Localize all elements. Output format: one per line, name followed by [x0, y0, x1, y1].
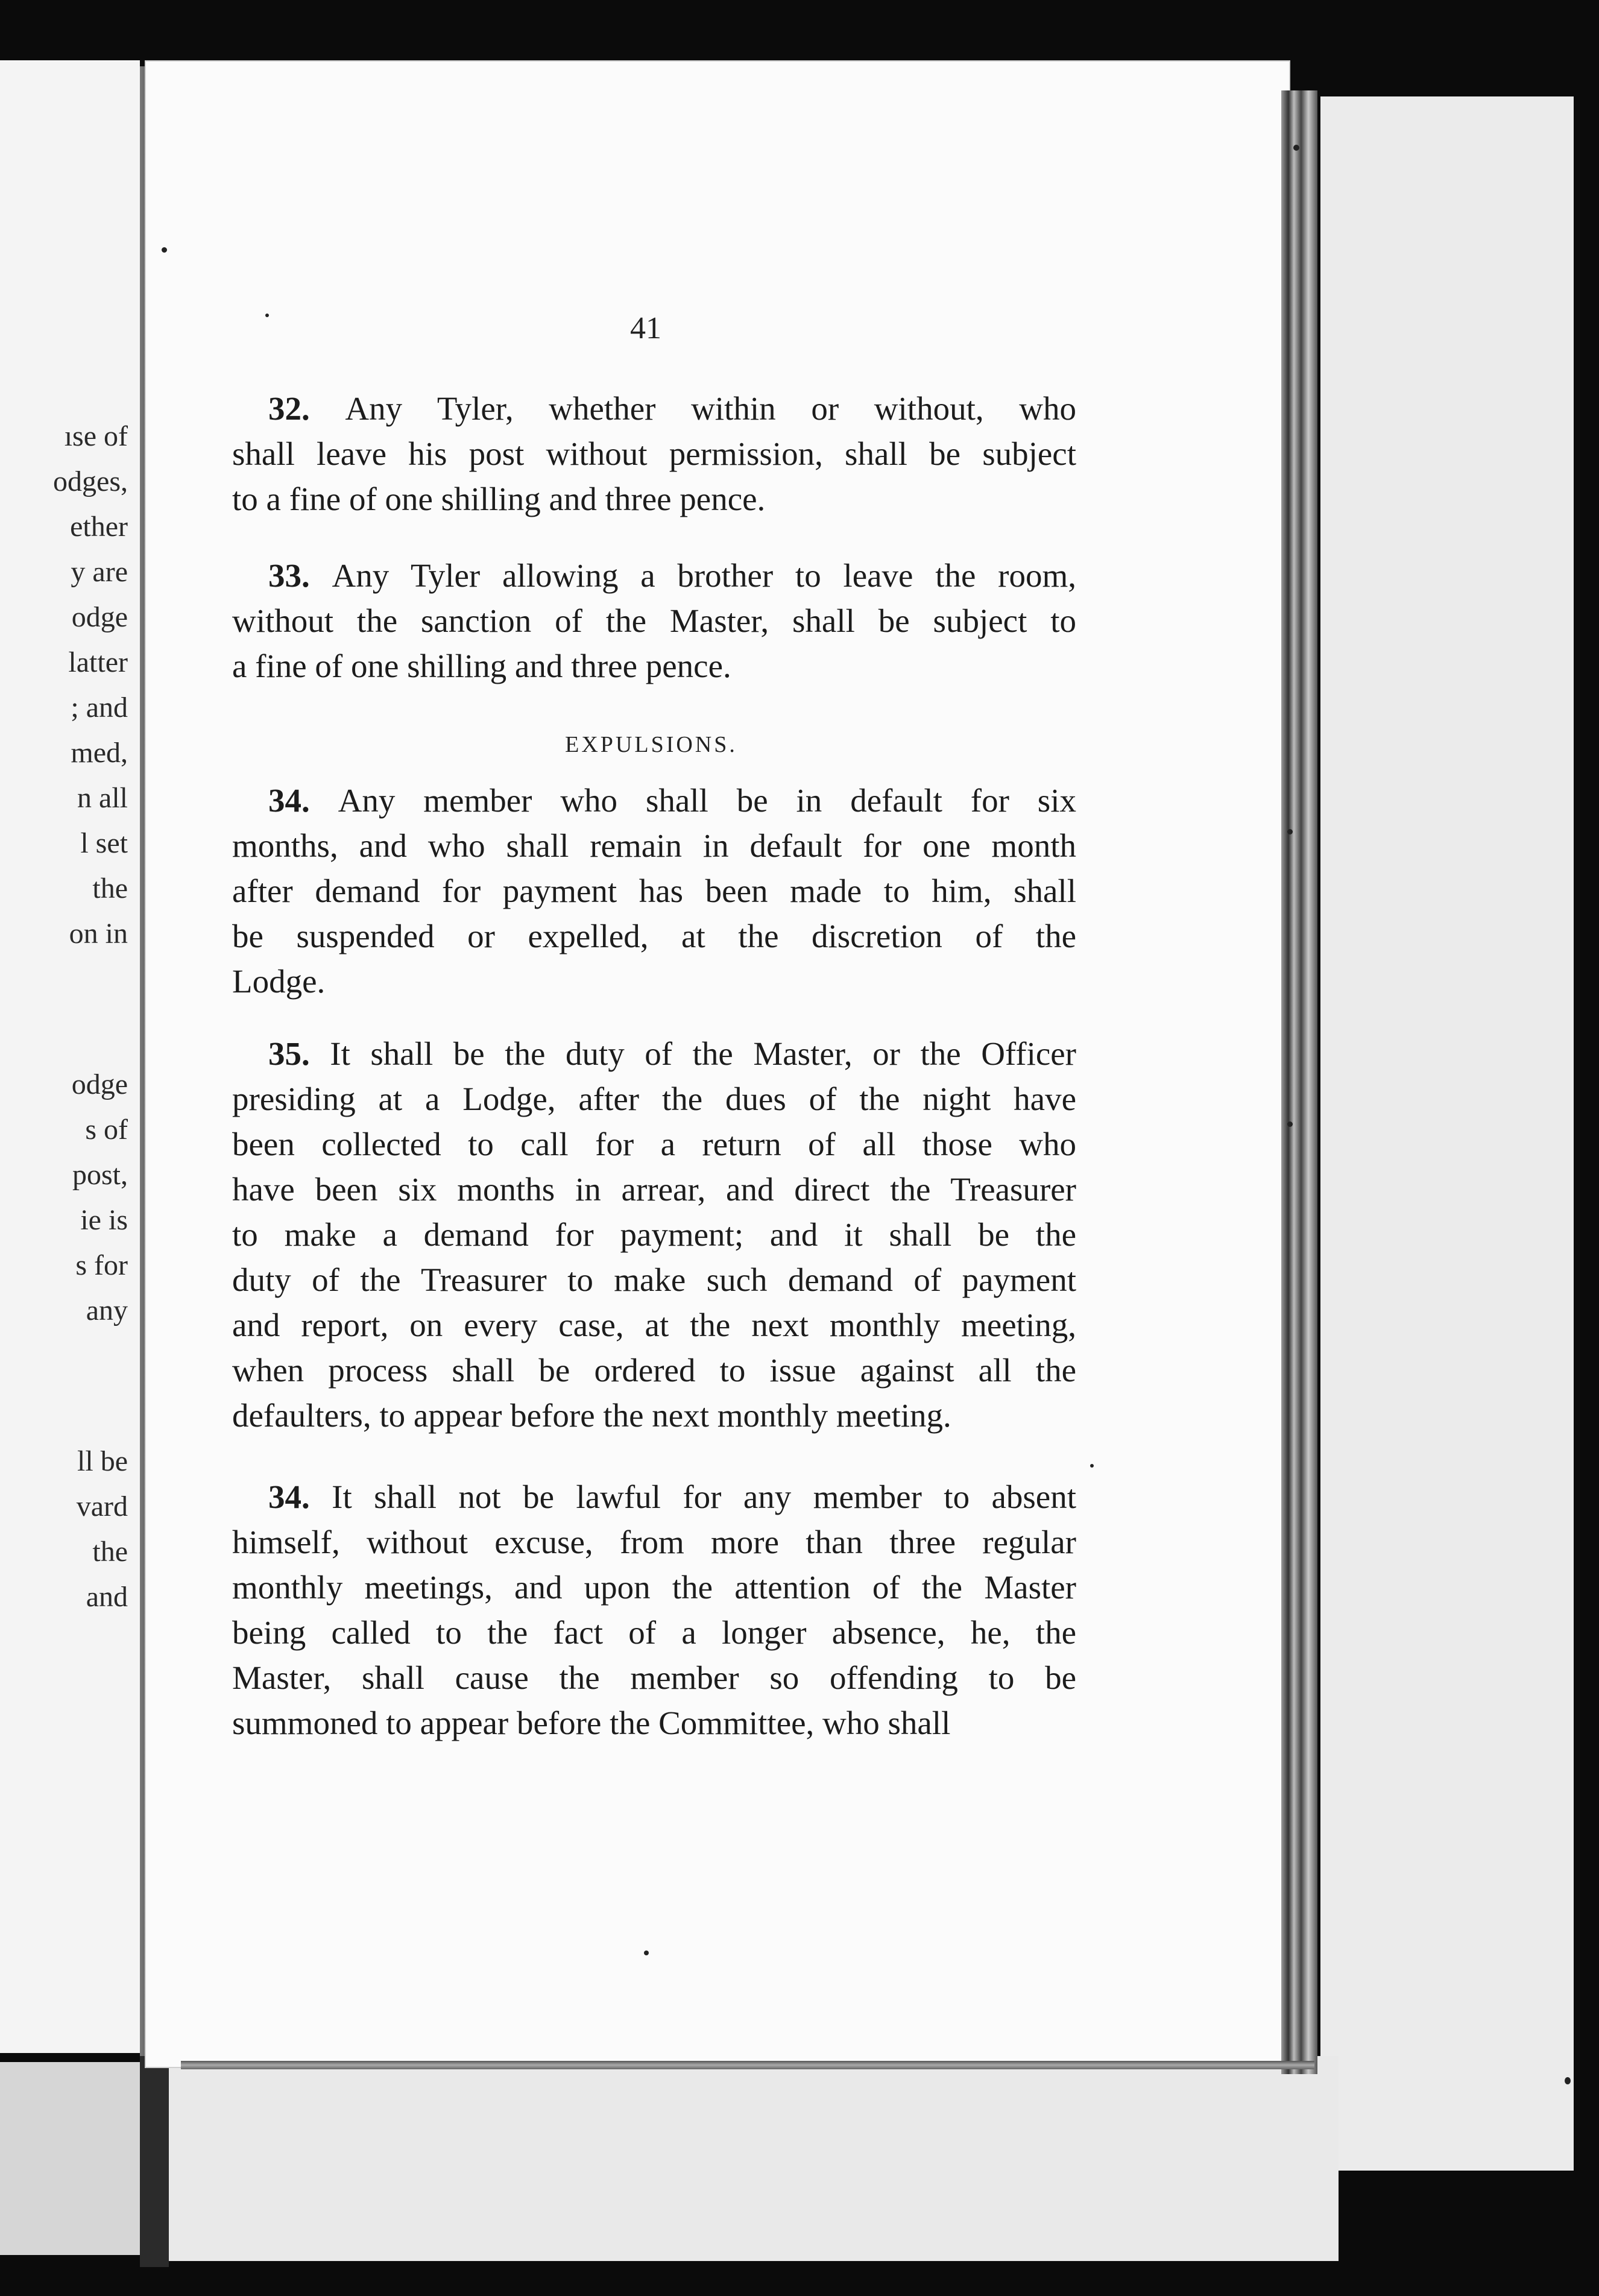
line-text: monthly meetings, and upon the attention of the Master — [232, 1569, 1076, 1606]
paragraph-number: 34. — [268, 1478, 332, 1515]
scan-speck — [1293, 145, 1299, 151]
text-line — [232, 1610, 1076, 1655]
line-text: It shall be the duty of the Master, or the Officer — [330, 1035, 1076, 1072]
line-text: Lodge. — [232, 963, 326, 1000]
paragraph-number: 34. — [268, 782, 338, 819]
paragraph-number: 35. — [268, 1035, 330, 1072]
text-line — [232, 1076, 1076, 1121]
text-line — [232, 778, 1076, 823]
line-text: being called to the fact of a longer absence, he, the — [232, 1614, 1076, 1651]
scan-speck — [265, 314, 269, 317]
text-line — [232, 1393, 1076, 1438]
text-line — [232, 823, 1076, 868]
line-text: been collected to call for a return of all those who — [232, 1126, 1076, 1162]
left-page-fragment: ; and — [71, 692, 128, 724]
left-page-fragment: odge — [71, 1068, 128, 1100]
next-sheet-background — [1320, 96, 1574, 2171]
paragraph-number: 33. — [268, 557, 332, 594]
left-page-fragment: on in — [69, 918, 128, 950]
text-line — [232, 1257, 1076, 1302]
left-page-fragment: y are — [71, 556, 128, 588]
scan-speck — [162, 247, 167, 253]
left-page-fragment: s of — [85, 1114, 128, 1146]
line-text: without the sanction of the Master, shall be subject to — [232, 602, 1076, 639]
paragraph-34 — [232, 778, 1076, 1004]
line-text: have been six months in arrear, and direct the Treasurer — [232, 1171, 1076, 1208]
bottom-left-sheet-background — [0, 2062, 140, 2255]
scan-speck — [1287, 829, 1293, 834]
text-line — [232, 476, 1076, 522]
line-text: and report, on every case, at the next monthly meeting, — [232, 1307, 1076, 1343]
line-text: It shall not be lawful for any member to absent — [332, 1478, 1076, 1515]
line-text: presiding at a Lodge, after the dues of the night have — [232, 1080, 1076, 1117]
paragraph-34-absence — [232, 1474, 1076, 1746]
left-page-fragment: any — [86, 1295, 128, 1326]
scan-speck — [1287, 1121, 1293, 1127]
text-line — [232, 1121, 1076, 1167]
paragraph-35 — [232, 1031, 1076, 1438]
line-text: a fine of one shilling and three pence. — [232, 648, 731, 684]
bottom-gutter — [140, 2050, 169, 2267]
line-text: Any Tyler allowing a brother to leave the room, — [332, 557, 1076, 594]
line-text: himself, without excuse, from more than three regular — [232, 1524, 1076, 1560]
left-page-fragment: and — [86, 1581, 128, 1613]
line-text: Any Tyler, whether within or without, who — [345, 390, 1076, 427]
line-text: duty of the Treasurer to make such demand of payment — [232, 1261, 1076, 1298]
line-text: when process shall be ordered to issue against all the — [232, 1352, 1076, 1389]
left-page-fragment: ether — [70, 511, 128, 543]
left-page-remnant — [0, 60, 140, 2053]
scan-speck — [644, 1951, 649, 1955]
text-line — [232, 643, 1076, 689]
left-page-fragment: vard — [76, 1490, 128, 1522]
text-line — [232, 959, 1076, 1004]
line-text: Any member who shall be in default for six — [338, 782, 1076, 819]
left-page-fragment: odge — [71, 601, 128, 633]
text-line — [232, 868, 1076, 913]
left-page-fragment: ll be — [77, 1445, 128, 1477]
line-text: summoned to appear before the Committee, who shall — [232, 1705, 951, 1741]
text-line — [232, 1474, 1076, 1519]
scan-speck — [1565, 2077, 1571, 2084]
left-page-fragment: latter — [68, 646, 128, 678]
text-line — [232, 1655, 1076, 1700]
left-page-fragment: the — [92, 872, 128, 904]
text-line — [232, 1167, 1076, 1212]
left-page-fragment: ie is — [80, 1204, 128, 1236]
paragraph-32 — [232, 386, 1076, 522]
left-page-fragment: odges, — [53, 465, 128, 497]
text-line — [232, 1348, 1076, 1393]
left-page-fragment: post, — [72, 1159, 128, 1191]
text-line — [232, 1700, 1076, 1746]
line-text: to a fine of one shilling and three pence. — [232, 481, 766, 517]
left-page-fragment: s for — [75, 1249, 128, 1281]
left-page-fragment: the — [92, 1536, 128, 1568]
left-page-fragment: ıse of — [64, 420, 128, 452]
page-number: 41 — [630, 311, 661, 345]
text-line — [232, 553, 1076, 598]
line-text: after demand for payment has been made to him, shall — [232, 872, 1076, 909]
line-text: be suspended or expelled, at the discretion of the — [232, 918, 1076, 954]
text-line — [232, 1031, 1076, 1076]
line-text: months, and who shall remain in default for one month — [232, 827, 1076, 864]
line-text: to make a demand for payment; and it shall be the — [232, 1216, 1076, 1253]
line-text: shall leave his post without permission, shall be subject — [232, 435, 1076, 472]
left-page-fragment: med, — [71, 737, 128, 769]
bottom-sheet-background — [163, 2056, 1339, 2261]
left-page-fragment: n all — [77, 782, 128, 814]
text-line — [232, 913, 1076, 959]
left-page-fragment: l set — [80, 827, 128, 859]
paragraph-number: 32. — [268, 390, 345, 427]
section-heading: EXPULSIONS. — [565, 732, 737, 757]
page-edge-stack — [1281, 90, 1317, 2074]
page-bottom-edge — [181, 2061, 1314, 2069]
scan-speck — [1090, 1464, 1094, 1468]
text-line — [232, 1565, 1076, 1610]
text-line — [232, 1212, 1076, 1257]
paragraph-33 — [232, 553, 1076, 689]
text-line — [232, 1302, 1076, 1348]
text-line — [232, 598, 1076, 643]
line-text: defaulters, to appear before the next monthly meeting. — [232, 1397, 951, 1434]
text-line — [232, 431, 1076, 476]
line-text: Master, shall cause the member so offending to be — [232, 1659, 1076, 1696]
text-line — [232, 386, 1076, 431]
text-line — [232, 1519, 1076, 1565]
